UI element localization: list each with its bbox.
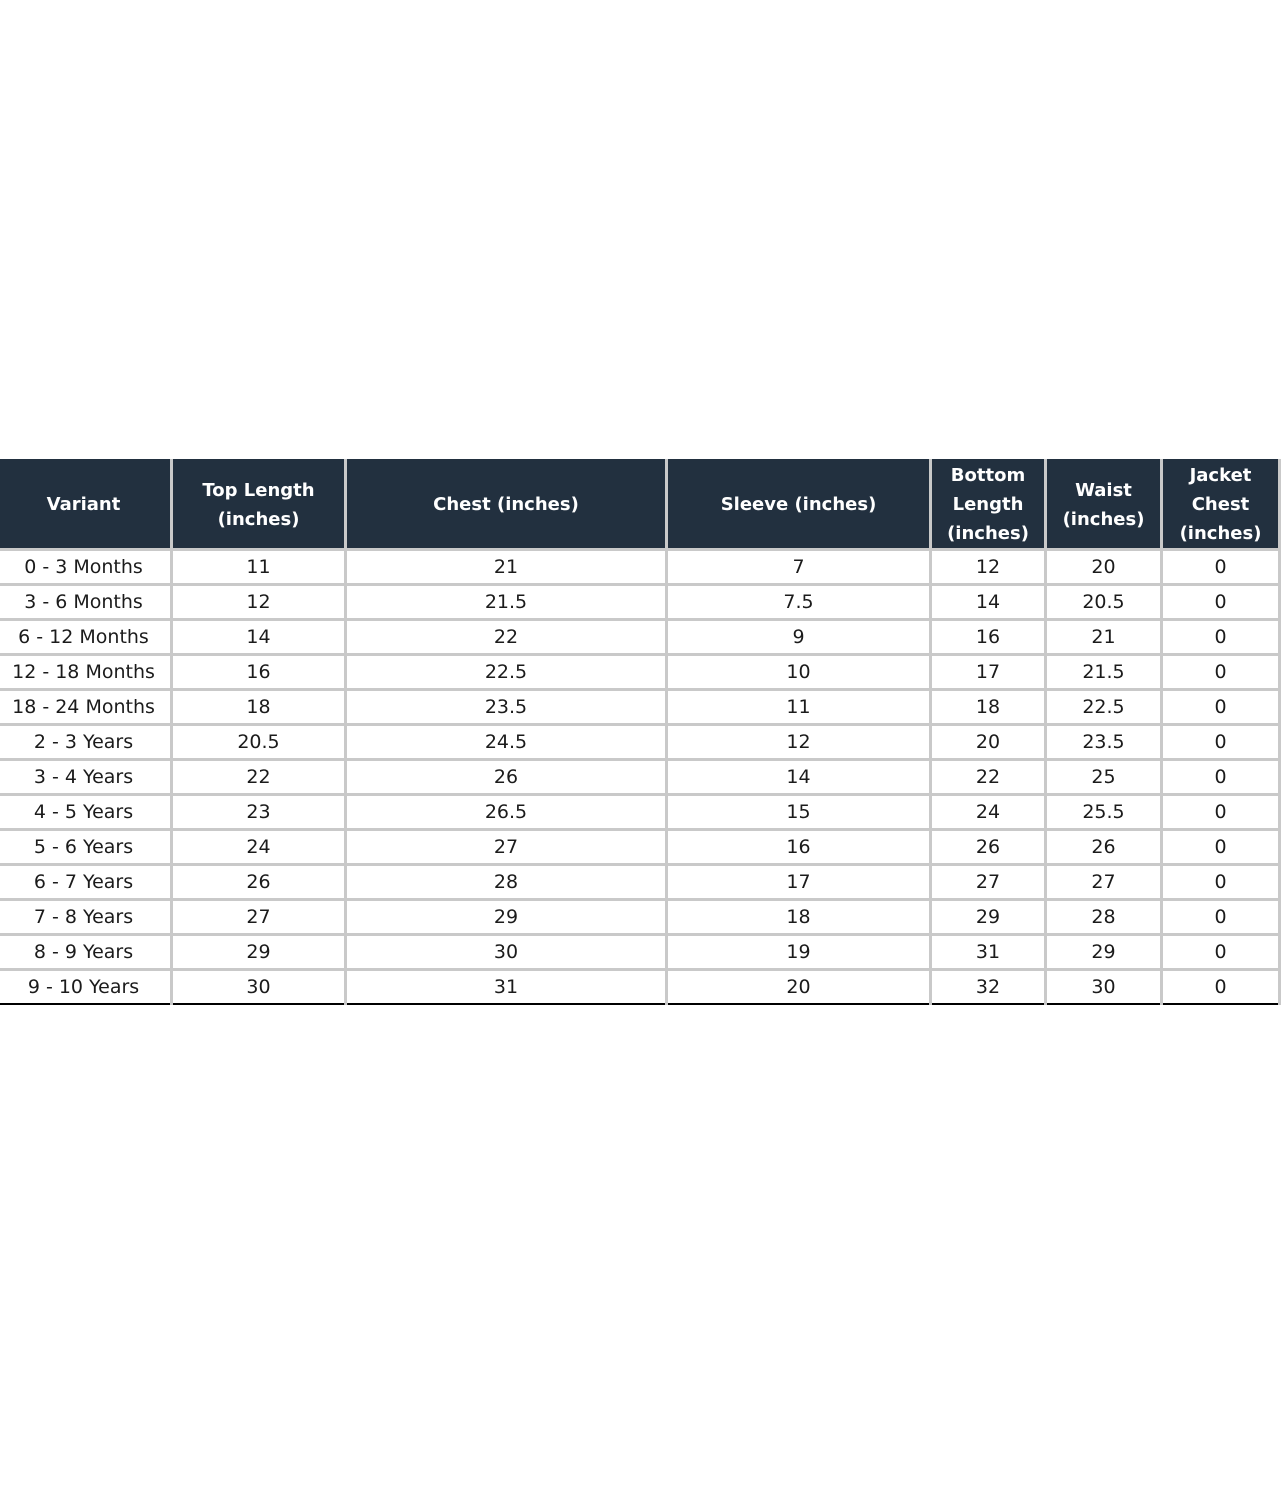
cell-sleeve: 12: [667, 725, 931, 760]
cell-top-length: 14: [172, 620, 346, 655]
cell-top-length: 22: [172, 760, 346, 795]
cell-jacket-chest: 0: [1162, 690, 1280, 725]
cell-bottom-length: 14: [931, 585, 1046, 620]
cell-waist: 30: [1046, 970, 1162, 1005]
cell-bottom-length: 20: [931, 725, 1046, 760]
table-body: [0, 550, 1280, 1005]
cell-sleeve: 18: [667, 900, 931, 935]
cell-variant: 0 - 3 Months: [0, 550, 172, 585]
cell-waist: 23.5: [1046, 725, 1162, 760]
cell-sleeve: 17: [667, 865, 931, 900]
cell-chest: 23.5: [346, 690, 667, 725]
size-chart-table: [0, 459, 1281, 1005]
cell-jacket-chest: 0: [1162, 550, 1280, 585]
cell-sleeve: 10: [667, 655, 931, 690]
table-row: [0, 900, 1280, 935]
column-header-chest: Chest (inches): [346, 460, 667, 550]
cell-sleeve: 11: [667, 690, 931, 725]
cell-chest: 30: [346, 935, 667, 970]
cell-bottom-length: 27: [931, 865, 1046, 900]
cell-waist: 28: [1046, 900, 1162, 935]
cell-waist: 22.5: [1046, 690, 1162, 725]
table-row: [0, 970, 1280, 1005]
table-row: [0, 550, 1280, 585]
cell-sleeve: 16: [667, 830, 931, 865]
cell-chest: 21: [346, 550, 667, 585]
cell-variant: 8 - 9 Years: [0, 935, 172, 970]
cell-variant: 4 - 5 Years: [0, 795, 172, 830]
table-row: [0, 830, 1280, 865]
cell-bottom-length: 12: [931, 550, 1046, 585]
cell-bottom-length: 18: [931, 690, 1046, 725]
cell-sleeve: 20: [667, 970, 931, 1005]
column-header-sleeve: Sleeve (inches): [667, 460, 931, 550]
cell-variant: 3 - 4 Years: [0, 760, 172, 795]
cell-variant: 6 - 12 Months: [0, 620, 172, 655]
cell-bottom-length: 26: [931, 830, 1046, 865]
cell-waist: 25: [1046, 760, 1162, 795]
table-row: [0, 935, 1280, 970]
cell-chest: 29: [346, 900, 667, 935]
cell-jacket-chest: 0: [1162, 585, 1280, 620]
cell-bottom-length: 22: [931, 760, 1046, 795]
table-row: [0, 655, 1280, 690]
table-row: [0, 585, 1280, 620]
cell-bottom-length: 31: [931, 935, 1046, 970]
cell-sleeve: 7.5: [667, 585, 931, 620]
cell-sleeve: 14: [667, 760, 931, 795]
cell-variant: 5 - 6 Years: [0, 830, 172, 865]
cell-jacket-chest: 0: [1162, 865, 1280, 900]
cell-waist: 21.5: [1046, 655, 1162, 690]
cell-top-length: 29: [172, 935, 346, 970]
size-chart-container: [0, 459, 1262, 1005]
cell-bottom-length: 32: [931, 970, 1046, 1005]
cell-bottom-length: 16: [931, 620, 1046, 655]
cell-jacket-chest: 0: [1162, 935, 1280, 970]
column-header-variant: Variant: [0, 460, 172, 550]
cell-bottom-length: 17: [931, 655, 1046, 690]
table-row: [0, 795, 1280, 830]
table-header-row: [0, 460, 1280, 550]
cell-waist: 29: [1046, 935, 1162, 970]
cell-top-length: 18: [172, 690, 346, 725]
cell-variant: 18 - 24 Months: [0, 690, 172, 725]
column-header-top-length: Top Length (inches): [172, 460, 346, 550]
cell-top-length: 23: [172, 795, 346, 830]
cell-chest: 26.5: [346, 795, 667, 830]
cell-top-length: 11: [172, 550, 346, 585]
cell-sleeve: 19: [667, 935, 931, 970]
cell-top-length: 27: [172, 900, 346, 935]
cell-top-length: 24: [172, 830, 346, 865]
cell-chest: 21.5: [346, 585, 667, 620]
cell-waist: 20: [1046, 550, 1162, 585]
cell-waist: 27: [1046, 865, 1162, 900]
cell-variant: 2 - 3 Years: [0, 725, 172, 760]
cell-top-length: 26: [172, 865, 346, 900]
cell-top-length: 30: [172, 970, 346, 1005]
cell-waist: 20.5: [1046, 585, 1162, 620]
column-header-jacket-chest: Jacket Chest (inches): [1162, 460, 1280, 550]
column-header-waist: Waist (inches): [1046, 460, 1162, 550]
cell-top-length: 12: [172, 585, 346, 620]
cell-chest: 31: [346, 970, 667, 1005]
cell-bottom-length: 24: [931, 795, 1046, 830]
cell-jacket-chest: 0: [1162, 725, 1280, 760]
cell-chest: 28: [346, 865, 667, 900]
cell-chest: 27: [346, 830, 667, 865]
cell-variant: 7 - 8 Years: [0, 900, 172, 935]
cell-sleeve: 9: [667, 620, 931, 655]
column-header-bottom-length: Bottom Length (inches): [931, 460, 1046, 550]
cell-jacket-chest: 0: [1162, 620, 1280, 655]
cell-top-length: 16: [172, 655, 346, 690]
cell-sleeve: 7: [667, 550, 931, 585]
table-row: [0, 620, 1280, 655]
cell-waist: 26: [1046, 830, 1162, 865]
cell-sleeve: 15: [667, 795, 931, 830]
cell-variant: 12 - 18 Months: [0, 655, 172, 690]
cell-variant: 3 - 6 Months: [0, 585, 172, 620]
table-row: [0, 865, 1280, 900]
cell-top-length: 20.5: [172, 725, 346, 760]
cell-chest: 22: [346, 620, 667, 655]
cell-variant: 9 - 10 Years: [0, 970, 172, 1005]
cell-chest: 24.5: [346, 725, 667, 760]
cell-waist: 21: [1046, 620, 1162, 655]
cell-jacket-chest: 0: [1162, 655, 1280, 690]
cell-jacket-chest: 0: [1162, 970, 1280, 1005]
cell-jacket-chest: 0: [1162, 830, 1280, 865]
cell-jacket-chest: 0: [1162, 760, 1280, 795]
cell-jacket-chest: 0: [1162, 795, 1280, 830]
table-row: [0, 725, 1280, 760]
cell-variant: 6 - 7 Years: [0, 865, 172, 900]
cell-chest: 26: [346, 760, 667, 795]
table-row: [0, 690, 1280, 725]
cell-chest: 22.5: [346, 655, 667, 690]
cell-waist: 25.5: [1046, 795, 1162, 830]
table-row: [0, 760, 1280, 795]
cell-bottom-length: 29: [931, 900, 1046, 935]
cell-jacket-chest: 0: [1162, 900, 1280, 935]
